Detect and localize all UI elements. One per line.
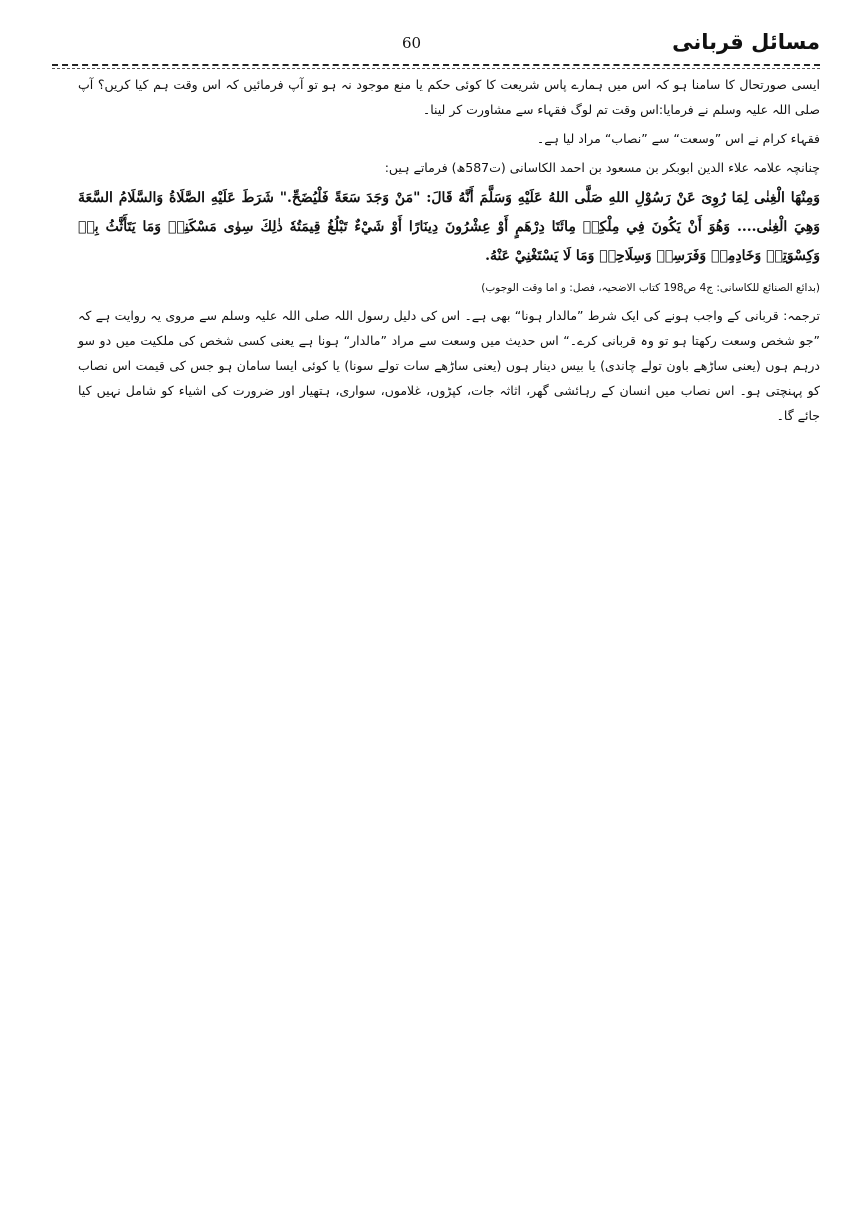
page-number: 60 — [402, 34, 422, 52]
arabic-quotation: وَمِنْهَا الْغِنٰی لِمَا رُوِیَ عَنْ رَسُوْلِ اللهِ صَلَّى اللهُ عَلَيْهِ وَسَلَّمَ أَنَّهُ قَالَ: "مَنْ وَجَدَ سَعَةً فَلْيُضَحِّ." شَرَطَ عَلَيْهِ الصَّلَاةُ وَالسَّلَامُ السَّعَةَ وَهِيَ الْغِنٰی.... وَهُوَ أَنْ يَكُونَ فِي مِلْكِهٖ مِائَتَا دِرْهَمٍ أَوْ عِشْرُونَ دِينَارًا أَوْ شَيْءٌ تَبْلُغُ قِيمَتُهٗ ذٰلِكَ سِوٰى مَسْكَنِهٖ وَمَا يَتَأَثَّثُ بِهٖ وَكِسْوَتِهٖ وَخَادِمِهٖ وَفَرَسِهٖ وَسِلَاحِهٖ وَمَا لَا يَسْتَغْنِيْ عَنْهُ. — [78, 190, 820, 264]
body-paragraph: چنانچہ علامہ علاء الدین ابوبکر بن مسعود بن احمد الکاسانی (ت587ھ) فرماتے ہیں: — [384, 160, 820, 175]
book-title: مسائل قربانی — [672, 30, 820, 54]
page-header — [62, 30, 820, 64]
header-divider — [52, 64, 820, 66]
header-divider-secondary — [52, 68, 820, 69]
source-reference: (بدائع الصنائع للکاسانی: ج4 ص198 کتاب الاضحیہ، فصل: و اما وقت الوجوب) — [481, 282, 820, 294]
translation-paragraph: ترجمہ: قربانی کے واجب ہونے کی ایک شرط ”مالدار ہونا“ بھی ہے۔ اس کی دلیل رسول اللہ صلی اللہ علیہ وسلم سے مروی یہ روایت ہے کہ ”جو شخص وسعت رکھتا ہو تو وہ قربانی کرے۔“ اس حدیث میں وسعت سے مراد ”مالدار“ ہونا ہے یعنی کسی شخص کی ملکیت میں دو سو درہم ہوں (یعنی ساڑھے باون تولے چاندی) یا بیس دینار ہوں (یعنی ساڑھے سات تولے سونا) یا کوئی ایسا سامان ہو جس کی قیمت اس نصاب کو پہنچتی ہو۔ اس نصاب میں انسان کے رہائشی گھر، اثاثہ جات، کپڑوں، غلاموں، سواری، ہتھیار اور ضرورت کی اشیاء کو شامل نہیں کیا جائے گا۔ — [78, 308, 820, 423]
page-body — [78, 72, 820, 432]
body-paragraph: ایسی صورتحال کا سامنا ہو کہ اس میں ہمارے پاس شریعت کا کوئی حکم یا منع موجود نہ ہو تو آپ فرمائیں کہ اس وقت ہم کیا کریں؟ آپ صلی اللہ علیہ وسلم نے فرمایا:اس وقت تم لوگ فقہاء سے مشاورت کر لینا۔ — [78, 77, 820, 117]
body-paragraph: فقہاء کرام نے اس ”وسعت“ سے ”نصاب“ مراد لیا ہے۔ — [536, 131, 820, 146]
